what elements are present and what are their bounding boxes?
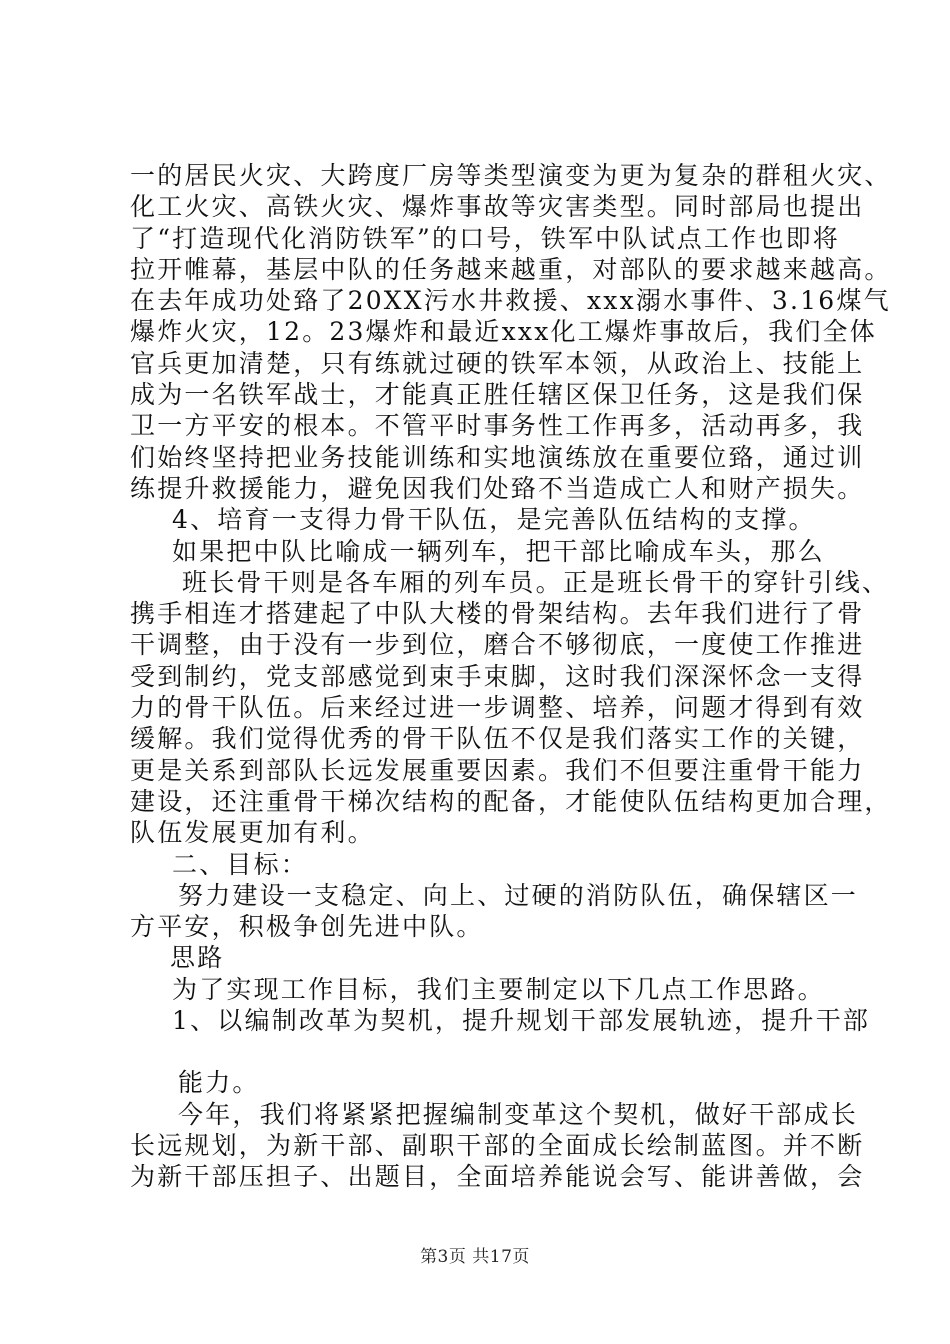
text-line: 如果把中队比喻成一辆列车，把干部比喻成车头，那么: [172, 536, 825, 566]
text-line: 干调整，由于没有一步到位，磨合不够彻底，一度使工作推进: [130, 630, 865, 660]
section-heading: 1、以编制改革为契机，提升规划干部发展轨迹，提升干部: [172, 1006, 871, 1036]
page-number-footer: 第3页 共17页: [420, 1247, 530, 1267]
text-line: 成为一名铁军战士，才能真正胜任辖区保卫任务，这是我们保: [130, 380, 865, 410]
text-line: 练提升救援能力，避免因我们处臵不当造成亡人和财产损失。: [130, 473, 865, 503]
text-line: 爆炸火灾，12。23爆炸和最近xxx化工爆炸事故后，我们全体: [130, 317, 877, 347]
text-line: 力的骨干队伍。后来经过进一步调整、培养，问题才得到有效: [130, 693, 865, 723]
text-line: 携手相连才搭建起了中队大楼的骨架结构。去年我们进行了骨: [130, 599, 865, 629]
text-line: 今年，我们将紧紧把握编制变革这个契机，做好干部成长: [178, 1099, 859, 1129]
text-line: 缓解。我们觉得优秀的骨干队伍不仅是我们落实工作的关键，: [130, 724, 865, 754]
text-line: 方平安，积极争创先进中队。: [130, 912, 484, 942]
text-line: 一的居民火灾、大跨度厂房等类型演变为更为复杂的群租火灾、: [130, 161, 892, 190]
section-heading: 4、培育一支得力骨干队伍，是完善队伍结构的支撑。: [172, 505, 816, 535]
text-line: 为了实现工作目标，我们主要制定以下几点工作思路。: [172, 974, 825, 1004]
text-line: 为新干部压担子、出题目，全面培养能说会写、能讲善做，会: [130, 1162, 865, 1192]
text-line: 们始终坚持把业务技能训练和实地演练放在重要位臵，通过训: [130, 442, 865, 472]
text-line: 了“打造现代化消防铁军”的口号，铁军中队试点工作也即将: [130, 223, 840, 253]
body-text: [130, 160, 892, 1193]
text-line: 能力。: [178, 1068, 260, 1098]
text-line: 拉开帷幕，基层中队的任务越来越重，对部队的要求越来越高。: [130, 254, 892, 284]
blank-gap: [130, 1036, 830, 1067]
text-line: 化工火灾、高铁火灾、爆炸事故等灾害类型。同时部局也提出: [130, 192, 865, 222]
text-line: 更是关系到部队长远发展重要因素。我们不但要注重骨干能力: [130, 755, 865, 785]
text-line: 长远规划，为新干部、副职干部的全面成长绘制蓝图。并不断: [130, 1130, 865, 1160]
text-line: 建设，还注重骨干梯次结构的配备，才能使队伍结构更加合理，: [130, 786, 892, 816]
text-line: 受到制约，党支部感觉到束手束脚，这时我们深深怀念一支得: [130, 661, 865, 691]
text-line: 官兵更加清楚，只有练就过硬的铁军本领，从政治上、技能上: [130, 348, 865, 378]
section-heading: 二、目标：: [172, 849, 309, 879]
text-line: 卫一方平安的根本。不管平时事务性工作再多，活动再多，我: [130, 411, 865, 441]
section-heading: 思路: [170, 943, 225, 973]
text-line: 班长骨干则是各车厢的列车员。正是班长骨干的穿针引线、: [182, 567, 890, 597]
text-line: 在去年成功处臵了20XX污水井救援、xxx溺水事件、3.16煤气: [130, 286, 891, 316]
text-line: 队伍发展更加有利。: [130, 818, 375, 848]
text-line: 努力建设一支稳定、向上、过硬的消防队伍，确保辖区一: [178, 880, 859, 910]
